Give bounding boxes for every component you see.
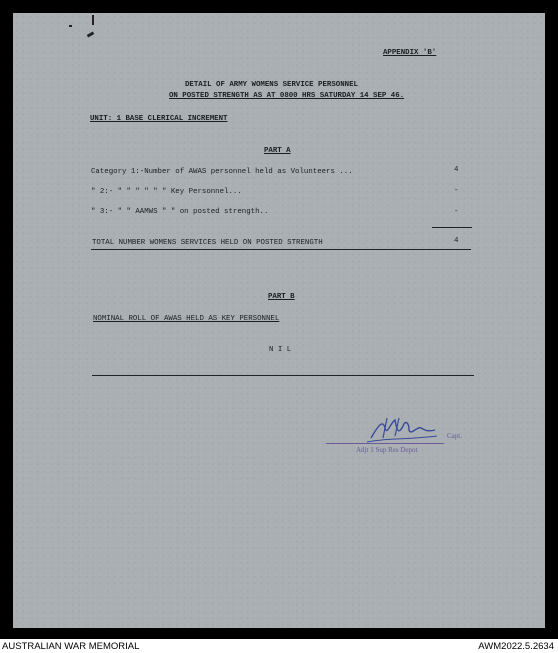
total-label: TOTAL NUMBER WOMENS SERVICES HELD ON POSTED STRENGTH (92, 239, 323, 247)
title-line-2: ON POSTED STRENGTH AS AT 0800 HRS SATURDAY 14 SEP 46. (169, 92, 405, 100)
total-rule (91, 249, 471, 250)
ink-mark (92, 15, 94, 25)
closing-rule (92, 375, 474, 376)
unit-label: UNIT: 1 BASE CLERICAL INCREMENT (90, 115, 228, 123)
rank-stamp: Capt. (447, 432, 462, 440)
subtotal-rule (432, 227, 472, 228)
appendix-label: APPENDIX 'B' (383, 49, 437, 57)
signature-mark (365, 414, 445, 446)
depot-stamp: Adjt 1 Sup Res Depot (356, 446, 418, 454)
ink-mark (87, 31, 95, 37)
signature-line (326, 443, 444, 444)
category-row: Category 1:-Number of AWAS personnel held as Volunteers ... (91, 168, 353, 176)
ink-mark (69, 25, 72, 27)
reference-caption: AWM2022.5.2634 (478, 641, 554, 652)
institution-caption: AUSTRALIAN WAR MEMORIAL (2, 641, 140, 652)
roll-title: NOMINAL ROLL OF AWAS HELD AS KEY PERSONNEL (93, 315, 280, 323)
title-line-1: DETAIL OF ARMY WOMENS SERVICE PERSONNEL (185, 81, 358, 89)
category-value: - (454, 208, 459, 216)
category-value: - (454, 187, 459, 195)
part-a-heading: PART A (264, 147, 291, 155)
category-value: 4 (454, 166, 459, 174)
category-row: " 3:- " " AAMWS " " on posted strength.. (91, 208, 269, 216)
total-value: 4 (454, 237, 459, 245)
category-row: " 2:- " " " " " " Key Personnel... (91, 188, 242, 196)
part-b-heading: PART B (268, 293, 295, 301)
nil-text: N I L (269, 346, 292, 354)
